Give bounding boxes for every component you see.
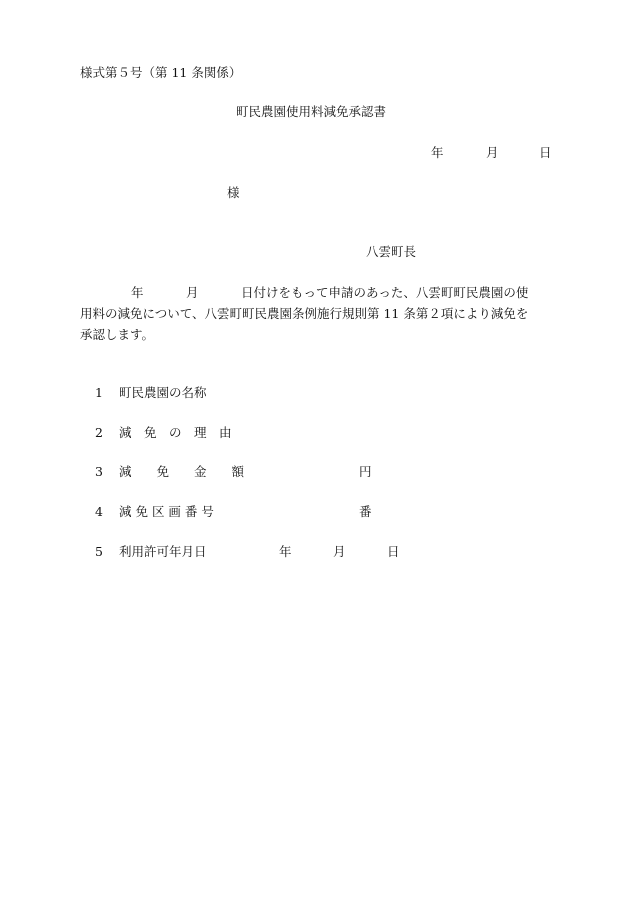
item-number: 3 [95, 464, 103, 479]
item-unit: 番 [359, 504, 372, 519]
item-number: 1 [95, 385, 103, 400]
item-label: 減 免 金 額 [119, 464, 245, 479]
document-title: 町民農園使用料減免承認書 [236, 104, 387, 119]
item-label: 町民農園の名称 [119, 385, 207, 400]
item-label: 減 免 区 画 番 号 [119, 504, 214, 519]
recipient-suffix: 様 [227, 185, 240, 200]
item-day-unit: 日 [387, 544, 400, 559]
body-line-3: 承認します。 [80, 327, 155, 342]
date-month-unit: 月 [486, 145, 499, 160]
body-year-unit: 年 [131, 285, 144, 300]
item-number: 2 [95, 425, 103, 440]
date-year-unit: 年 [431, 145, 444, 160]
item-number: 4 [95, 504, 103, 519]
item-label: 利用許可年月日 [119, 544, 207, 559]
body-month-unit: 月 [186, 285, 199, 300]
item-unit: 円 [359, 464, 372, 479]
item-month-unit: 月 [333, 544, 346, 559]
issuer: 八雲町長 [366, 244, 417, 259]
body-line-2: 用料の減免について、八雲町町民農園条例施行規則第 11 条第２項により減免を [80, 306, 529, 321]
body-line-1: 日付けをもって申請のあった、八雲町町民農園の使 [241, 285, 529, 300]
form-number: 様式第５号（第 11 条関係） [80, 65, 242, 80]
item-label: 減 免 の 理 由 [119, 425, 232, 440]
date-day-unit: 日 [539, 145, 552, 160]
item-number: 5 [95, 544, 103, 559]
item-year-unit: 年 [279, 544, 292, 559]
